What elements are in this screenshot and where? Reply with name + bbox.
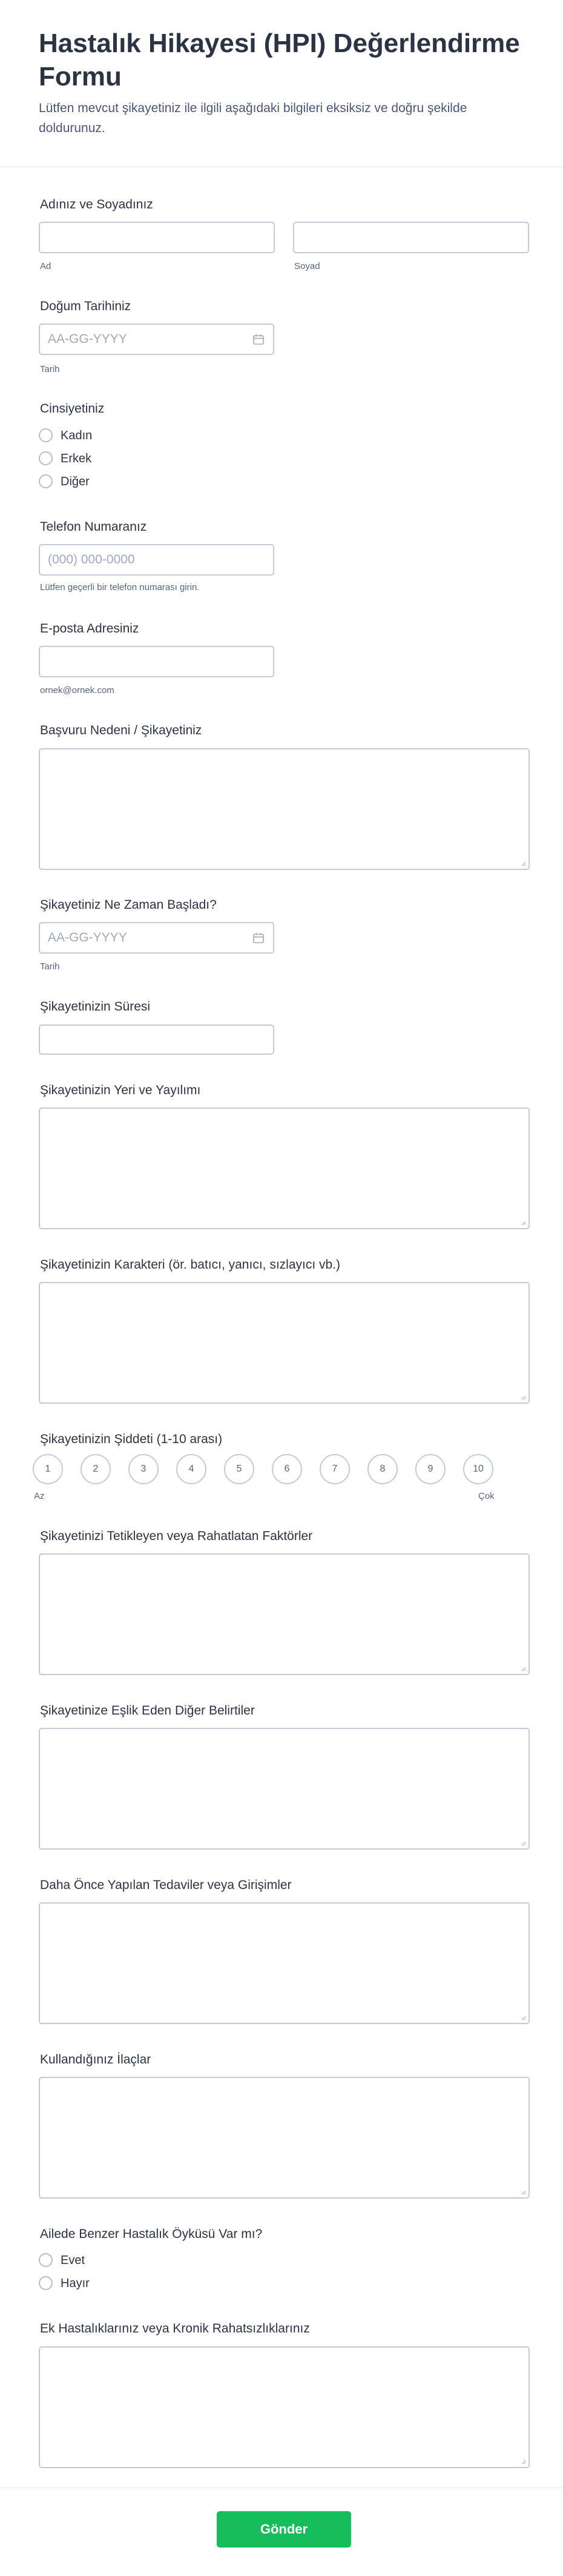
radio-circle-icon[interactable] <box>39 474 53 488</box>
family-history-label: Ailede Benzer Hastalık Öyküsü Var mı? <box>40 2227 263 2241</box>
email-input[interactable] <box>39 646 274 677</box>
severity-label: Şikayetinizin Şiddeti (1-10 arası) <box>40 1432 223 1446</box>
complaint-textarea[interactable] <box>39 748 530 870</box>
treatments-textarea[interactable] <box>39 1902 530 2024</box>
calendar-icon[interactable] <box>252 333 265 345</box>
gender-option-label: Kadın <box>61 429 93 442</box>
birth-date-placeholder: AA-GG-YYYY <box>48 332 127 346</box>
medications-textarea[interactable] <box>39 2077 530 2199</box>
radio-circle-icon[interactable] <box>39 451 53 465</box>
severity-option[interactable]: 3 <box>128 1454 159 1484</box>
resize-handle-icon[interactable] <box>520 1220 526 1226</box>
resize-handle-icon[interactable] <box>520 1394 526 1400</box>
gender-label: Cinsiyetiniz <box>40 402 105 416</box>
form-footer <box>0 2488 563 2576</box>
character-label: Şikayetinizin Karakteri (ör. batıcı, yanıcı, sızlayıcı vb.) <box>40 1258 341 1272</box>
severity-option[interactable]: 7 <box>320 1454 350 1484</box>
resize-handle-icon[interactable] <box>520 860 526 866</box>
phone-label: Telefon Numaranız <box>40 520 147 534</box>
submit-button[interactable]: Gönder <box>217 2511 351 2548</box>
onset-label: Şikayetiniz Ne Zaman Başladı? <box>40 898 217 912</box>
family-history-option-label: Hayır <box>61 2277 90 2290</box>
symptoms-textarea[interactable] <box>39 1728 530 1850</box>
form-title: Hastalık Hikayesi (HPI) Değerlendirme Formu <box>39 28 520 91</box>
calendar-icon[interactable] <box>252 932 265 944</box>
radio-circle-icon[interactable] <box>39 2253 53 2267</box>
email-label: E-posta Adresiniz <box>40 622 139 636</box>
form-subtitle: Lütfen mevcut şikayetiniz ile ilgili aşağıdaki bilgileri eksiksiz ve doğru şekilde doldurunuz. <box>39 101 467 135</box>
family-history-option-label: Evet <box>61 2254 85 2267</box>
resize-handle-icon[interactable] <box>520 2189 526 2195</box>
gender-option-label: Diğer <box>61 475 90 488</box>
last-name-input[interactable] <box>293 222 529 253</box>
severity-option[interactable]: 9 <box>415 1454 446 1484</box>
phone-sublabel: Lütfen geçerli bir telefon numarası girin. <box>40 582 200 593</box>
radio-circle-icon[interactable] <box>39 2276 53 2290</box>
resize-handle-icon[interactable] <box>520 1840 526 1846</box>
birth-date-sublabel: Tarih <box>40 364 60 374</box>
severity-option[interactable]: 2 <box>81 1454 111 1484</box>
medications-label: Kullandığınız İlaçlar <box>40 2053 151 2066</box>
chronic-textarea[interactable] <box>39 2346 530 2468</box>
severity-option[interactable]: 5 <box>224 1454 254 1484</box>
email-sublabel: ornek@ornek.com <box>40 685 114 695</box>
treatments-label: Daha Önce Yapılan Tedaviler veya Girişimler <box>40 1878 292 1892</box>
factors-label: Şikayetinizi Tetikleyen veya Rahatlatan Faktörler <box>40 1529 313 1543</box>
birth-date-input[interactable] <box>39 324 274 355</box>
symptoms-label: Şikayetinize Eşlik Eden Diğer Belirtiler <box>40 1704 255 1718</box>
birth-date-label: Doğum Tarihiniz <box>40 299 131 313</box>
resize-handle-icon[interactable] <box>520 2458 526 2465</box>
factors-textarea[interactable] <box>39 1553 530 1675</box>
radio-circle-icon[interactable] <box>39 428 53 442</box>
location-textarea[interactable] <box>39 1107 530 1229</box>
character-textarea[interactable] <box>39 1282 530 1404</box>
complaint-label: Başvuru Nedeni / Şikayetiniz <box>40 723 202 737</box>
onset-date-input[interactable] <box>39 922 274 954</box>
last-name-sublabel: Soyad <box>294 261 320 271</box>
phone-input[interactable] <box>39 544 274 576</box>
severity-max-label: Çok <box>478 1491 495 1501</box>
severity-option[interactable]: 8 <box>367 1454 398 1484</box>
resize-handle-icon[interactable] <box>520 2014 526 2020</box>
first-name-sublabel: Ad <box>40 261 51 271</box>
severity-option[interactable]: 1 <box>33 1454 63 1484</box>
severity-option[interactable]: 6 <box>272 1454 302 1484</box>
severity-option[interactable]: 10 <box>463 1454 493 1484</box>
duration-input[interactable] <box>39 1024 274 1055</box>
form-header <box>0 0 563 167</box>
first-name-input[interactable] <box>39 222 275 253</box>
chronic-label: Ek Hastalıklarınız veya Kronik Rahatsızlıklarınız <box>40 2322 310 2335</box>
duration-label: Şikayetinizin Süresi <box>40 1000 151 1014</box>
location-label: Şikayetinizin Yeri ve Yayılımı <box>40 1083 201 1097</box>
phone-placeholder: (000) 000-0000 <box>48 553 135 566</box>
resize-handle-icon[interactable] <box>520 1665 526 1671</box>
onset-sublabel: Tarih <box>40 961 60 972</box>
severity-min-label: Az <box>34 1491 45 1501</box>
onset-placeholder: AA-GG-YYYY <box>48 931 127 944</box>
name-label: Adınız ve Soyadınız <box>40 198 153 211</box>
gender-option-label: Erkek <box>61 452 92 465</box>
severity-option[interactable]: 4 <box>176 1454 206 1484</box>
